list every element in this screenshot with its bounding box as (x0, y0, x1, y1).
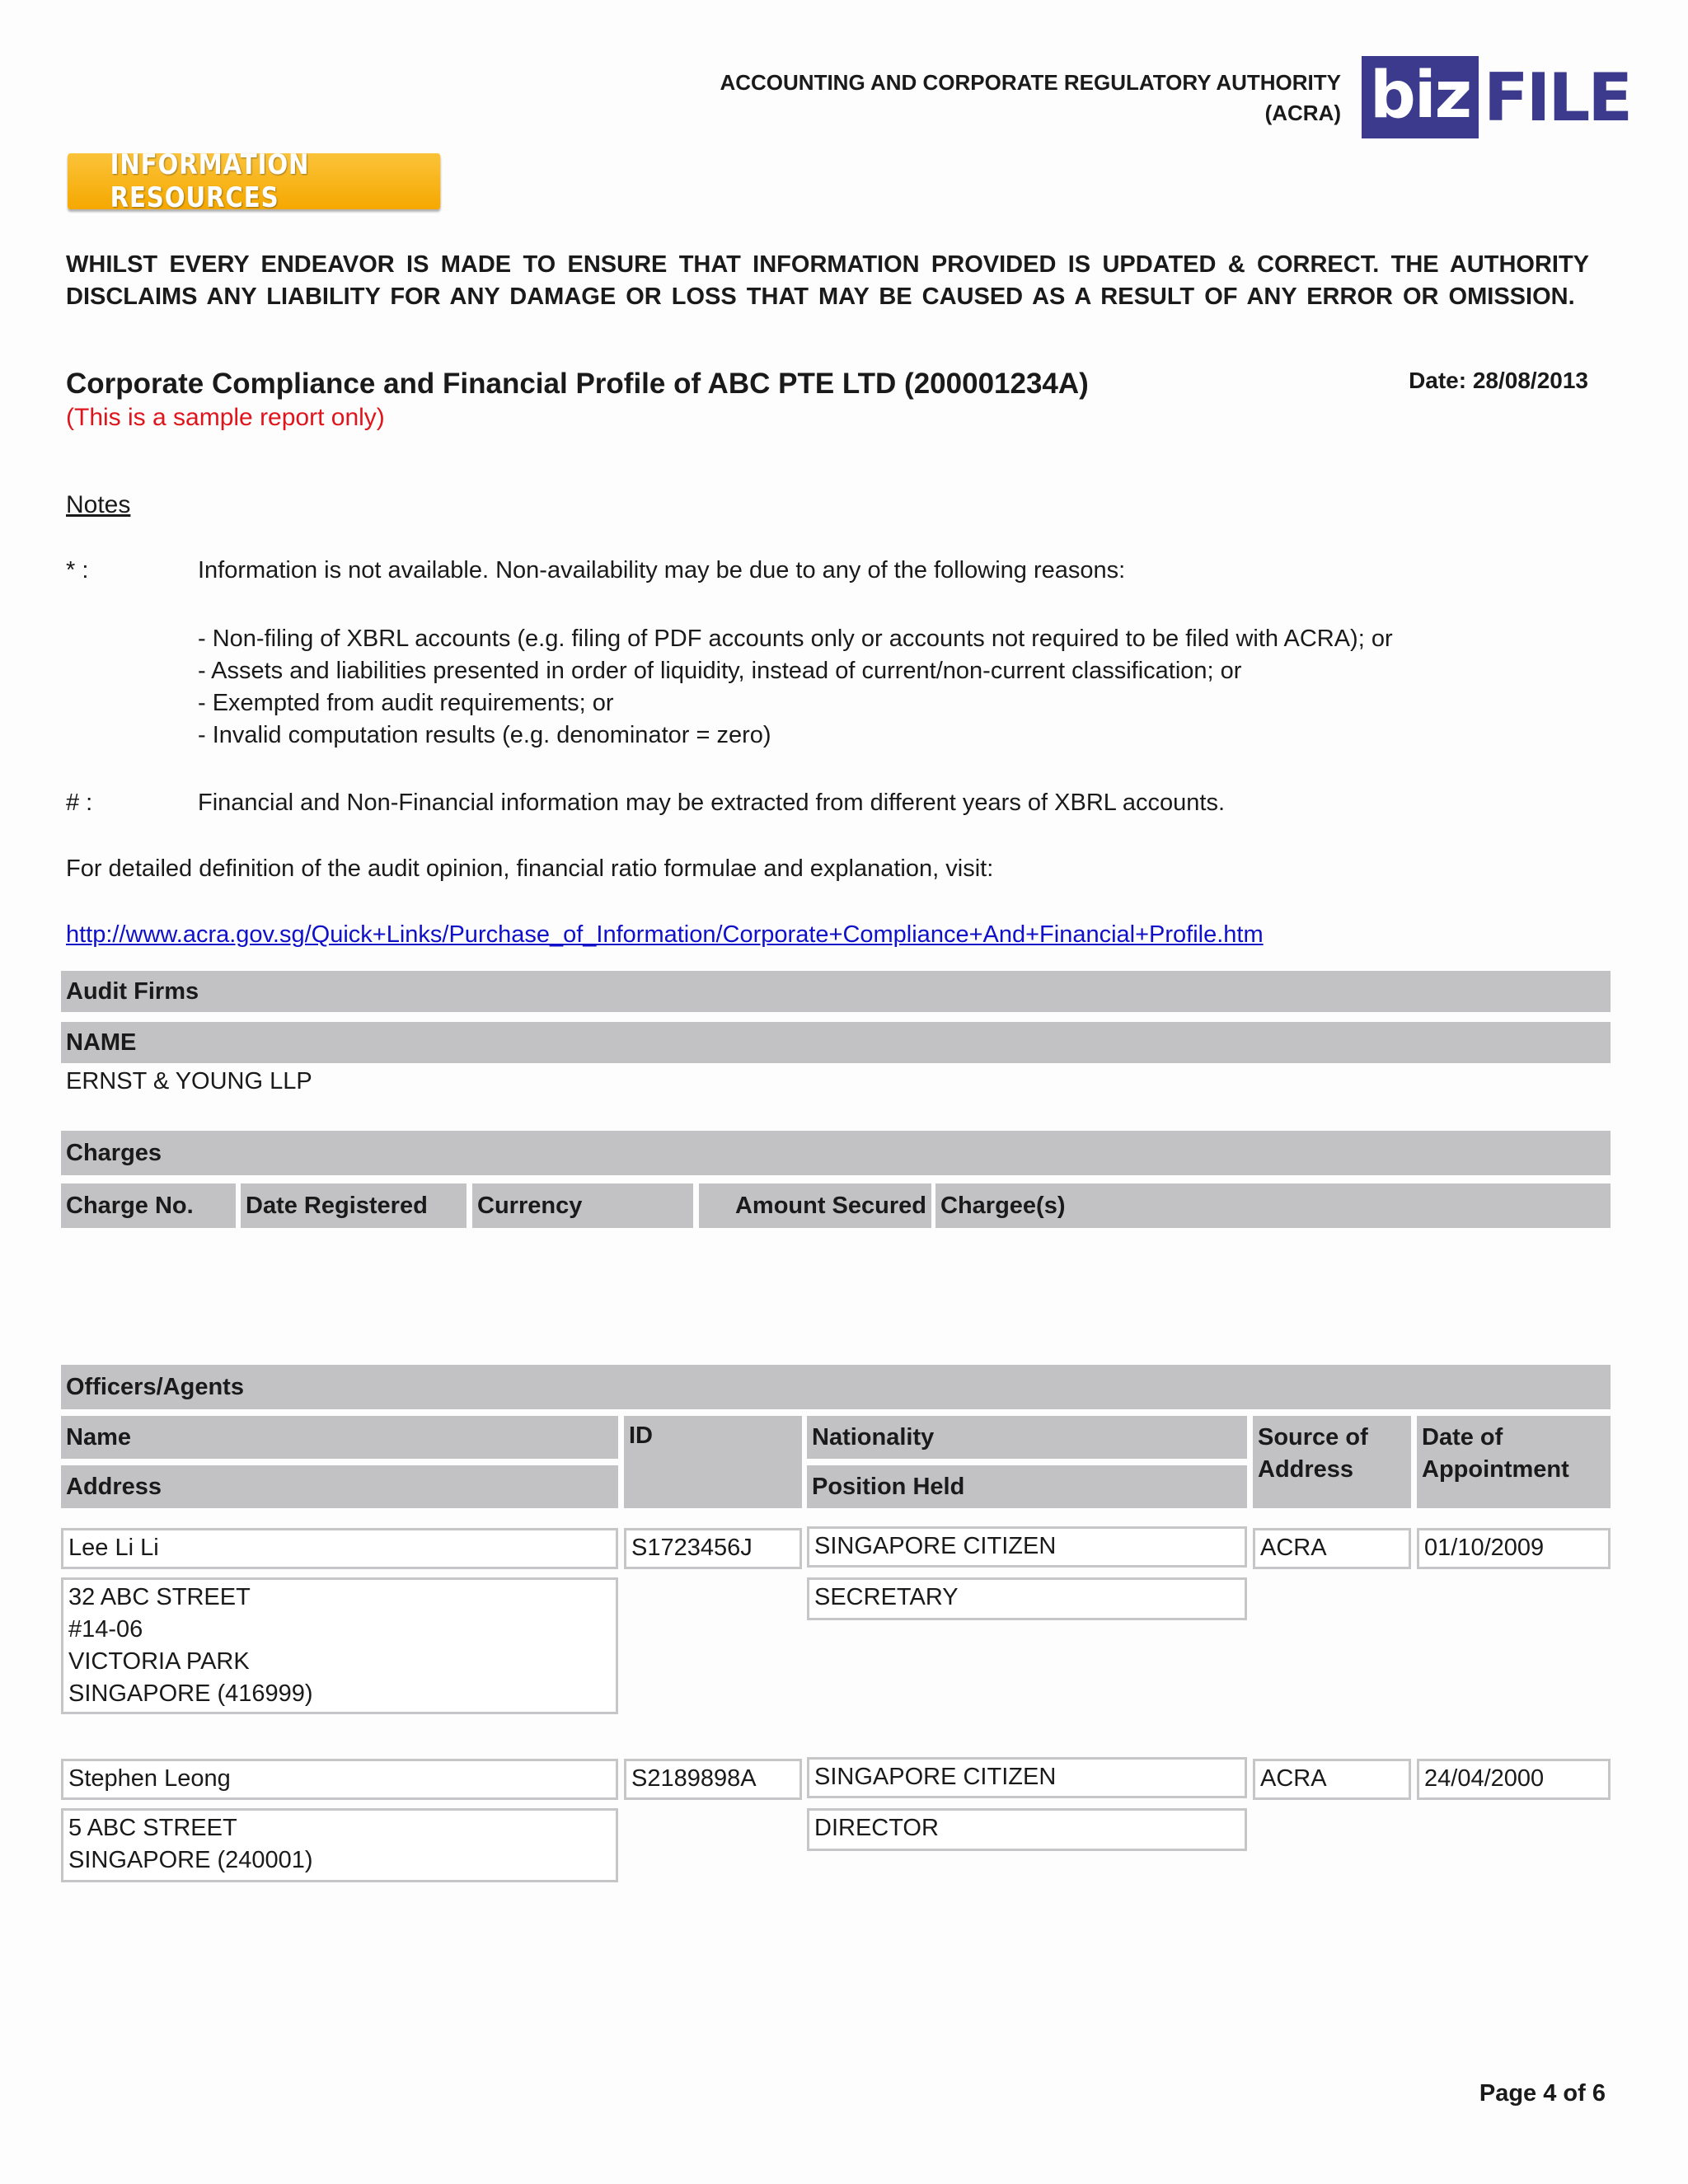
address-line: 32 ABC STREET (68, 1584, 251, 1610)
audit-firm-name: ERNST & YOUNG LLP (66, 1068, 312, 1094)
officers-col-id: ID (624, 1416, 802, 1508)
sample-note: (This is a sample report only) (66, 404, 385, 431)
note-star-marker: * : (66, 557, 89, 583)
audit-name-column-header: NAME (61, 1022, 1611, 1063)
information-resources-banner: INFORMATION RESOURCES (68, 153, 440, 209)
charges-col-amount-secured: Amount Secured (699, 1183, 931, 1228)
charges-col-chargees: Chargee(s) (935, 1183, 1611, 1228)
officer-position: DIRECTOR (807, 1808, 1247, 1851)
note-hash-text: Financial and Non-Financial information may be extracted from different years of XBRL accounts. (198, 790, 1225, 816)
disclaimer: WHILST EVERY ENDEAVOR IS MADE TO ENSURE THAT INFORMATION PROVIDED IS UPDATED & CORRECT. THE AUTHORITY DISCLAIMS ANY LIABILITY FOR ANY DAMAGE OR LOSS THAT MAY BE CAUSED AS A RESULT OF ANY ERROR OR OMISSION. (66, 251, 1589, 310)
note-reason: - Exempted from audit requirements; or (198, 690, 614, 716)
note-reason: - Invalid computation results (e.g. denominator = zero) (198, 722, 771, 748)
address-line: 5 ABC STREET (68, 1815, 237, 1841)
officer-position: SECRETARY (807, 1577, 1247, 1620)
officer-address (61, 1577, 618, 1714)
charges-col-charge-no: Charge No. (61, 1183, 236, 1228)
report-title: Corporate Compliance and Financial Profile of ABC PTE LTD (200001234A) (66, 368, 1089, 400)
note-reason: - Non-filing of XBRL accounts (e.g. filing of PDF accounts only or accounts not required to be filed with ACRA); or (198, 626, 1393, 652)
charges-header: Charges (61, 1131, 1611, 1175)
audit-firms-header: Audit Firms (61, 971, 1611, 1012)
officers-col-source: Source of Address (1253, 1416, 1411, 1508)
authority-line-1: ACCOUNTING AND CORPORATE REGULATORY AUTHORITY (720, 70, 1341, 95)
officer-source: ACRA (1253, 1528, 1411, 1569)
address-line: #14-06 (68, 1616, 143, 1643)
note-reason-list (198, 623, 1393, 752)
logo-file-text: FILE (1483, 59, 1631, 136)
charges-col-currency: Currency (472, 1183, 693, 1228)
bizfile-logo (1362, 53, 1631, 142)
officer-name: Lee Li Li (61, 1528, 618, 1569)
officer-source: ACRA (1253, 1759, 1411, 1800)
definition-text: For detailed definition of the audit opinion, financial ratio formulae and explanation, visit: (66, 855, 994, 882)
officer-name: Stephen Leong (61, 1759, 618, 1800)
officers-col-address: Address (61, 1465, 618, 1508)
officers-col-position: Position Held (807, 1465, 1247, 1508)
address-line: SINGAPORE (416999) (68, 1680, 313, 1707)
authority-name (682, 68, 1341, 129)
officer-nationality: SINGAPORE CITIZEN (807, 1757, 1247, 1798)
officer-appointment-date: 24/04/2000 (1417, 1759, 1611, 1800)
charges-col-date-registered: Date Registered (241, 1183, 467, 1228)
note-reason: - Assets and liabilities presented in order of liquidity, instead of current/non-current classification; or (198, 658, 1242, 684)
profile-definition-link[interactable]: http://www.acra.gov.sg/Quick+Links/Purchase_of_Information/Corporate+Compliance+And+Financial+Profile.htm (66, 921, 1264, 948)
officers-header: Officers/Agents (61, 1365, 1611, 1409)
notes-heading: Notes (66, 491, 131, 518)
officers-col-date: Date of Appointment (1417, 1416, 1611, 1508)
officers-col-name: Name (61, 1416, 618, 1459)
officer-address (61, 1808, 618, 1882)
address-line: SINGAPORE (240001) (68, 1847, 313, 1873)
note-star-text: Information is not available. Non-availability may be due to any of the following reasons: (198, 557, 1126, 583)
note-hash-marker: # : (66, 790, 93, 816)
authority-line-2: (ACRA) (1264, 101, 1341, 125)
page-number: Page 4 of 6 (1479, 2080, 1606, 2107)
officers-col-nationality: Nationality (807, 1416, 1247, 1459)
officer-id: S2189898A (624, 1759, 802, 1800)
address-line: VICTORIA PARK (68, 1648, 250, 1675)
logo-biz-text: biz (1362, 56, 1479, 138)
officer-appointment-date: 01/10/2009 (1417, 1528, 1611, 1569)
report-date: Date: 28/08/2013 (1409, 368, 1588, 393)
officer-nationality: SINGAPORE CITIZEN (807, 1526, 1247, 1568)
officer-id: S1723456J (624, 1528, 802, 1569)
